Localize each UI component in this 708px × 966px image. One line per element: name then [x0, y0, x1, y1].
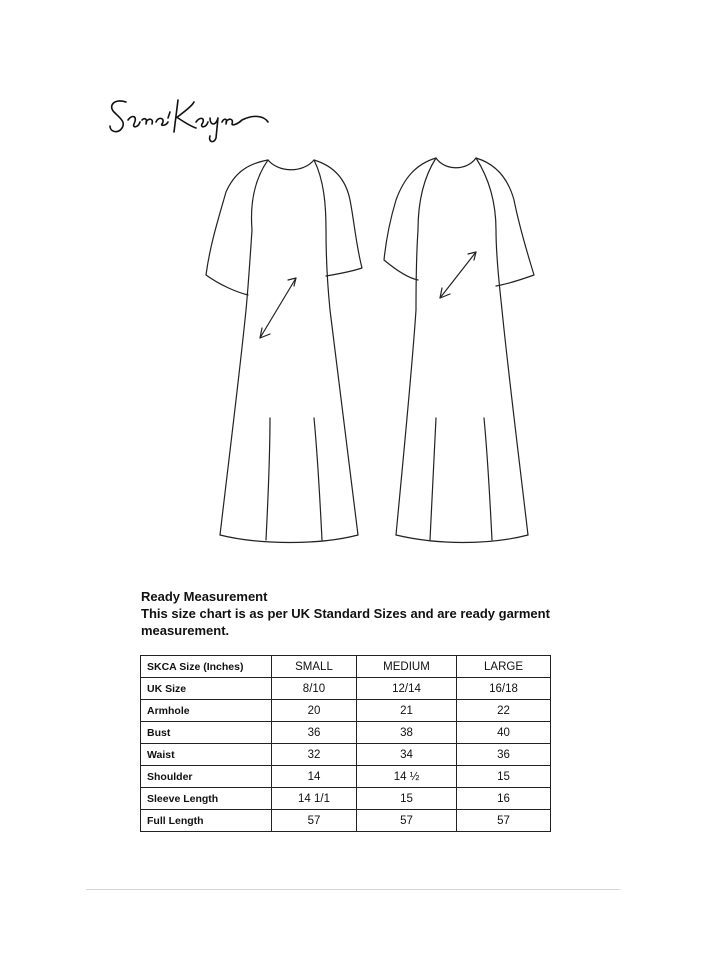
table-row [141, 678, 551, 700]
row-label: Armhole [141, 700, 272, 722]
row-label: Shoulder [141, 766, 272, 788]
table-cell: 8/10 [272, 678, 357, 700]
heading-title: Ready Measurement [141, 589, 268, 604]
dress-back-sketch [384, 158, 534, 543]
table-cell: 14 [272, 766, 357, 788]
size-chart-table [140, 655, 551, 832]
table-cell: 40 [457, 722, 551, 744]
table-cell: 22 [457, 700, 551, 722]
row-label: Bust [141, 722, 272, 744]
table-row [141, 700, 551, 722]
dress-front-sketch [206, 160, 362, 543]
header-cell: LARGE [457, 656, 551, 678]
table-row [141, 722, 551, 744]
table-row [141, 788, 551, 810]
table-cell: 16/18 [457, 678, 551, 700]
table-cell: 36 [272, 722, 357, 744]
table-cell: 38 [357, 722, 457, 744]
row-label: Waist [141, 744, 272, 766]
table-cell: 57 [272, 810, 357, 832]
footer-divider [86, 889, 620, 890]
size-chart-heading [141, 588, 561, 639]
header-cell: SKCA Size (Inches) [141, 656, 272, 678]
table-cell: 15 [457, 766, 551, 788]
table-cell: 21 [357, 700, 457, 722]
table-cell: 12/14 [357, 678, 457, 700]
table-row [141, 766, 551, 788]
table-cell: 34 [357, 744, 457, 766]
table-cell: 14 1/1 [272, 788, 357, 810]
heading-description-line-1: This size chart is as per UK Standard Sizes and are ready garment [141, 606, 550, 621]
table-row [141, 810, 551, 832]
table-cell: 14 ½ [357, 766, 457, 788]
table-cell: 16 [457, 788, 551, 810]
header-cell: SMALL [272, 656, 357, 678]
table-cell: 20 [272, 700, 357, 722]
table-cell: 57 [357, 810, 457, 832]
table-cell: 32 [272, 744, 357, 766]
heading-description-line-2: measurement. [141, 623, 230, 638]
row-label: Full Length [141, 810, 272, 832]
row-label: UK Size [141, 678, 272, 700]
table-cell: 57 [457, 810, 551, 832]
garment-sketches [190, 150, 550, 560]
table-header-row [141, 656, 551, 678]
table-cell: 15 [357, 788, 457, 810]
table-row [141, 744, 551, 766]
table-cell: 36 [457, 744, 551, 766]
header-cell: MEDIUM [357, 656, 457, 678]
row-label: Sleeve Length [141, 788, 272, 810]
